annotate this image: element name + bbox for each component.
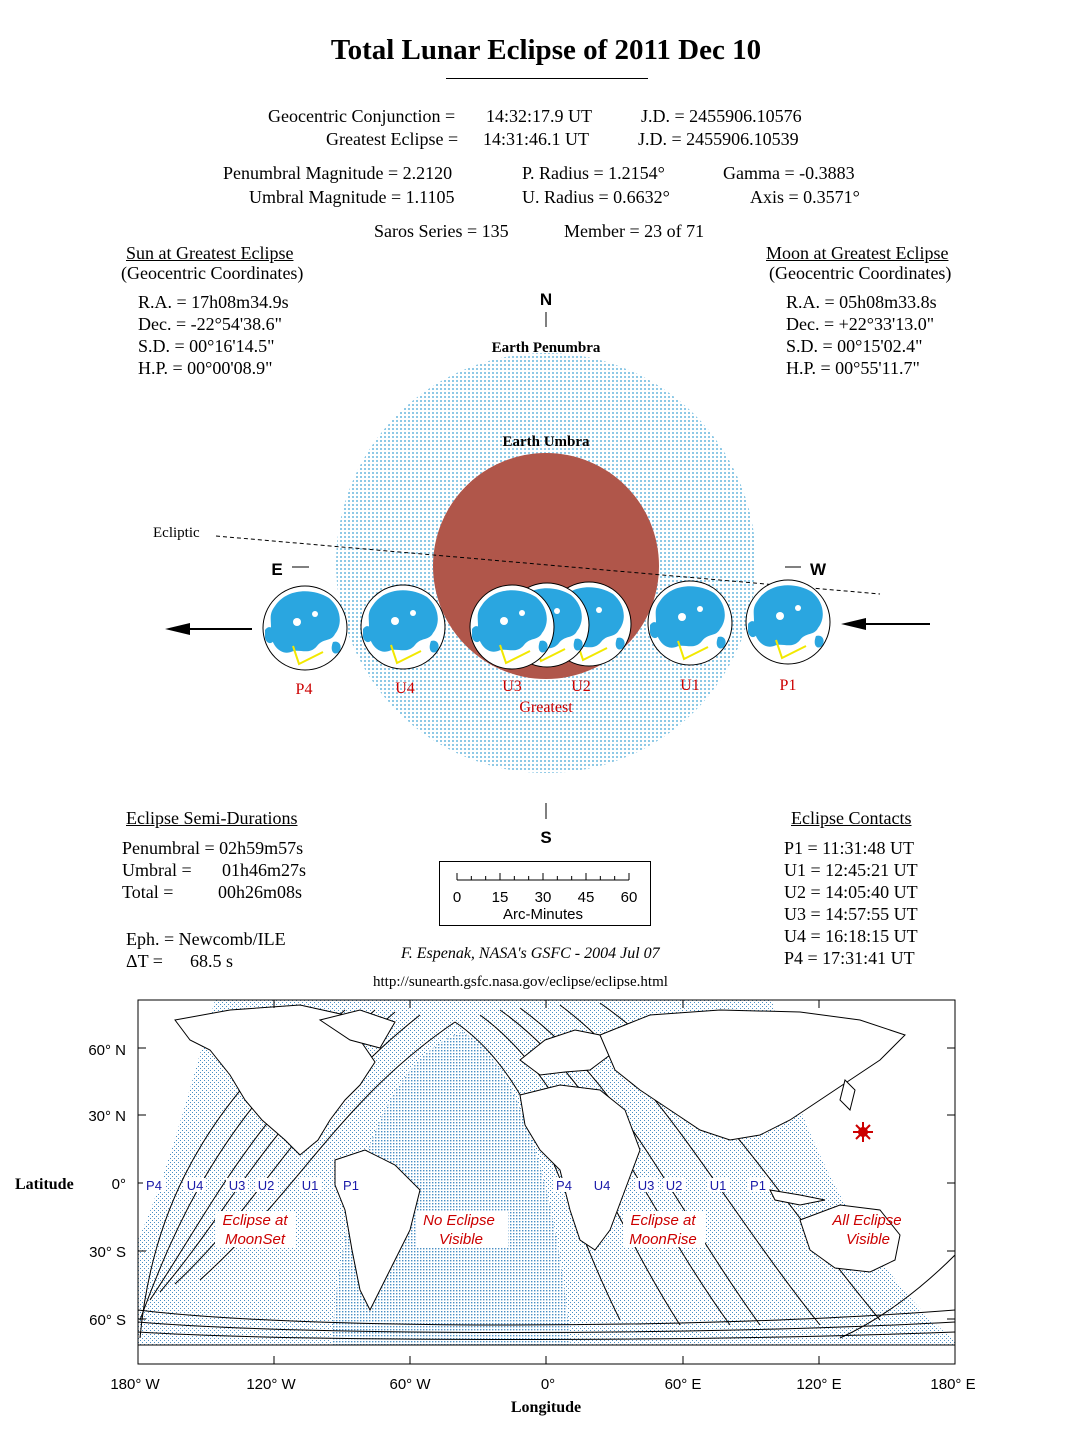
moon-subheading: (Geocentric Coordinates) — [769, 263, 952, 283]
greatest-eclipse-star-icon — [853, 1122, 873, 1142]
lat-tick-0: 0° — [111, 1176, 126, 1193]
sun-subheading: (Geocentric Coordinates) — [121, 263, 304, 283]
contact-label-u2: U2 — [571, 678, 591, 695]
conjunction-jd: J.D. = 2455906.10576 — [641, 106, 802, 126]
greatest-label: Greatest Eclipse = — [326, 129, 459, 149]
delta-t-value: 68.5 s — [190, 951, 234, 971]
lat-tick-30s: 30° S — [89, 1244, 126, 1261]
region-moonrise-line2: MoonRise — [629, 1231, 697, 1248]
sun-sd: S.D. = 00°16'14.5" — [138, 336, 275, 356]
source-url[interactable]: http://sunearth.gsfc.nasa.gov/eclipse/eclipse.html — [373, 974, 668, 990]
region-moonset-line2: MoonSet — [224, 1231, 286, 1248]
umbral-radius: U. Radius = 0.6632° — [522, 187, 670, 207]
longitude-axis-title: Longitude — [510, 1399, 582, 1416]
lon-tick-0: 0° — [540, 1376, 556, 1393]
direction-arrow-left-head — [165, 623, 190, 635]
contact-label-u1: U1 — [680, 677, 700, 694]
lon-tick-180w: 180° W — [110, 1376, 160, 1393]
scale-tick-0: 0 — [452, 889, 462, 906]
lat-tick-30n: 30° N — [88, 1108, 126, 1125]
south-label: S — [540, 828, 552, 847]
sun-ra: R.A. = 17h08m34.9s — [138, 292, 289, 312]
region-moonrise-line1: Eclipse at — [630, 1212, 696, 1229]
moon-p4 — [263, 586, 347, 670]
page-title: Total Lunar Eclipse of 2011 Dec 10 — [330, 34, 762, 66]
ecliptic-label: Ecliptic — [153, 525, 200, 541]
scale-tick-60: 60 — [620, 889, 638, 906]
east-label: E — [271, 560, 283, 579]
curve-label-east-u3: U3 — [637, 1178, 655, 1193]
direction-arrow-right-head — [841, 618, 866, 630]
curve-label-west-p4: P4 — [146, 1178, 162, 1193]
curve-label-west-u4: U4 — [186, 1178, 204, 1193]
delta-t-label: ΔT = — [126, 951, 163, 971]
gamma: Gamma = -0.3883 — [723, 163, 855, 183]
duration-penumbral: Penumbral = 02h59m57s — [122, 838, 304, 858]
contact-row: U2 = 14:05:40 UT — [784, 882, 918, 902]
greatest-jd: J.D. = 2455906.10539 — [638, 129, 799, 149]
penumbral-radius: P. Radius = 1.2154° — [522, 163, 665, 183]
durations-heading: Eclipse Semi-Durations — [126, 808, 298, 828]
greatest-label-diagram: Greatest — [519, 699, 573, 716]
curve-label-west-u3: U3 — [228, 1178, 246, 1193]
contact-row: U4 = 16:18:15 UT — [784, 926, 918, 946]
lat-tick-60s: 60° S — [89, 1312, 126, 1329]
lat-tick-60n: 60° N — [88, 1042, 126, 1059]
lon-tick-120e: 120° E — [796, 1376, 842, 1393]
duration-total-value: 00h26m08s — [218, 882, 303, 902]
lon-tick-60w: 60° W — [389, 1376, 431, 1393]
title-rule — [446, 78, 648, 79]
umbra-label: Earth Umbra — [502, 434, 590, 450]
lon-tick-120w: 120° W — [246, 1376, 296, 1393]
north-label: N — [539, 290, 553, 309]
sun-heading: Sun at Greatest Eclipse — [126, 243, 294, 263]
west-label: W — [809, 560, 827, 579]
contact-label-u4: U4 — [395, 680, 415, 697]
eclipse-diagram — [0, 280, 1081, 860]
saros-member: Member = 23 of 71 — [564, 221, 705, 241]
conjunction-time: 14:32:17.9 UT — [486, 106, 592, 126]
scale-tick-45: 45 — [577, 889, 595, 906]
duration-umbral-value: 01h46m27s — [222, 860, 307, 880]
region-none-line1: No Eclipse — [423, 1212, 495, 1229]
latitude-axis-title: Latitude — [15, 1176, 74, 1193]
contact-label-p4: P4 — [295, 681, 313, 698]
credit: F. Espenak, NASA's GSFC - 2004 Jul 07 — [401, 945, 660, 962]
scale-tick-15: 15 — [491, 889, 509, 906]
moon-heading: Moon at Greatest Eclipse — [766, 243, 949, 263]
penumbral-magnitude: Penumbral Magnitude = 2.2120 — [223, 163, 453, 183]
curve-label-west-u2: U2 — [257, 1178, 275, 1193]
contact-row: P1 = 11:31:48 UT — [784, 838, 914, 858]
duration-umbral-label: Umbral = — [122, 860, 192, 880]
lon-tick-60e: 60° E — [664, 1376, 702, 1393]
saros-series: Saros Series = 135 — [374, 221, 509, 241]
moon-hp: H.P. = 00°55'11.7" — [786, 358, 920, 378]
curve-label-east-u2: U2 — [665, 1178, 683, 1193]
greatest-time: 14:31:46.1 UT — [483, 129, 589, 149]
penumbra-label: Earth Penumbra — [491, 340, 601, 356]
axis: Axis = 0.3571° — [750, 187, 860, 207]
moon-u3 — [470, 585, 554, 669]
region-none-line2: Visible — [439, 1231, 483, 1248]
lon-tick-180e: 180° E — [930, 1376, 976, 1393]
region-moonset-line1: Eclipse at — [222, 1212, 288, 1229]
conjunction-label: Geocentric Conjunction = — [268, 106, 456, 126]
curve-label-east-u1: U1 — [709, 1178, 727, 1193]
umbral-magnitude: Umbral Magnitude = 1.1105 — [249, 187, 455, 207]
ephemeris: Eph. = Newcomb/ILE — [126, 929, 286, 949]
scale-label: Arc-Minutes — [502, 906, 584, 923]
moon-u4 — [361, 585, 445, 669]
contacts-heading: Eclipse Contacts — [791, 808, 912, 828]
contact-label-u3: U3 — [502, 678, 522, 695]
curve-label-west-p1: P1 — [343, 1178, 359, 1193]
curve-label-east-p1: P1 — [750, 1178, 766, 1193]
contact-row: P4 = 17:31:41 UT — [784, 948, 915, 968]
curve-label-east-u4: U4 — [593, 1178, 611, 1193]
region-all-line2: Visible — [846, 1231, 890, 1248]
contact-row: U1 = 12:45:21 UT — [784, 860, 918, 880]
visibility-map — [0, 995, 1081, 1437]
contact-row: U3 = 14:57:55 UT — [784, 904, 918, 924]
moon-ra: R.A. = 05h08m33.8s — [786, 292, 937, 312]
moon-dec: Dec. = +22°33'13.0" — [786, 314, 935, 334]
duration-total-label: Total = — [122, 882, 174, 902]
moon-p1 — [746, 580, 830, 664]
scale-tick-30: 30 — [534, 889, 552, 906]
sun-hp: H.P. = 00°00'08.9" — [138, 358, 273, 378]
contact-label-p1: P1 — [779, 677, 797, 694]
curve-label-west-u1: U1 — [301, 1178, 319, 1193]
curve-label-east-p4: P4 — [556, 1178, 572, 1193]
moon-u1 — [648, 581, 732, 665]
moon-sd: S.D. = 00°15'02.4" — [786, 336, 923, 356]
region-all-line1: All Eclipse — [832, 1212, 902, 1229]
arc-minute-scale — [439, 861, 652, 927]
sun-dec: Dec. = -22°54'38.6" — [138, 314, 282, 334]
